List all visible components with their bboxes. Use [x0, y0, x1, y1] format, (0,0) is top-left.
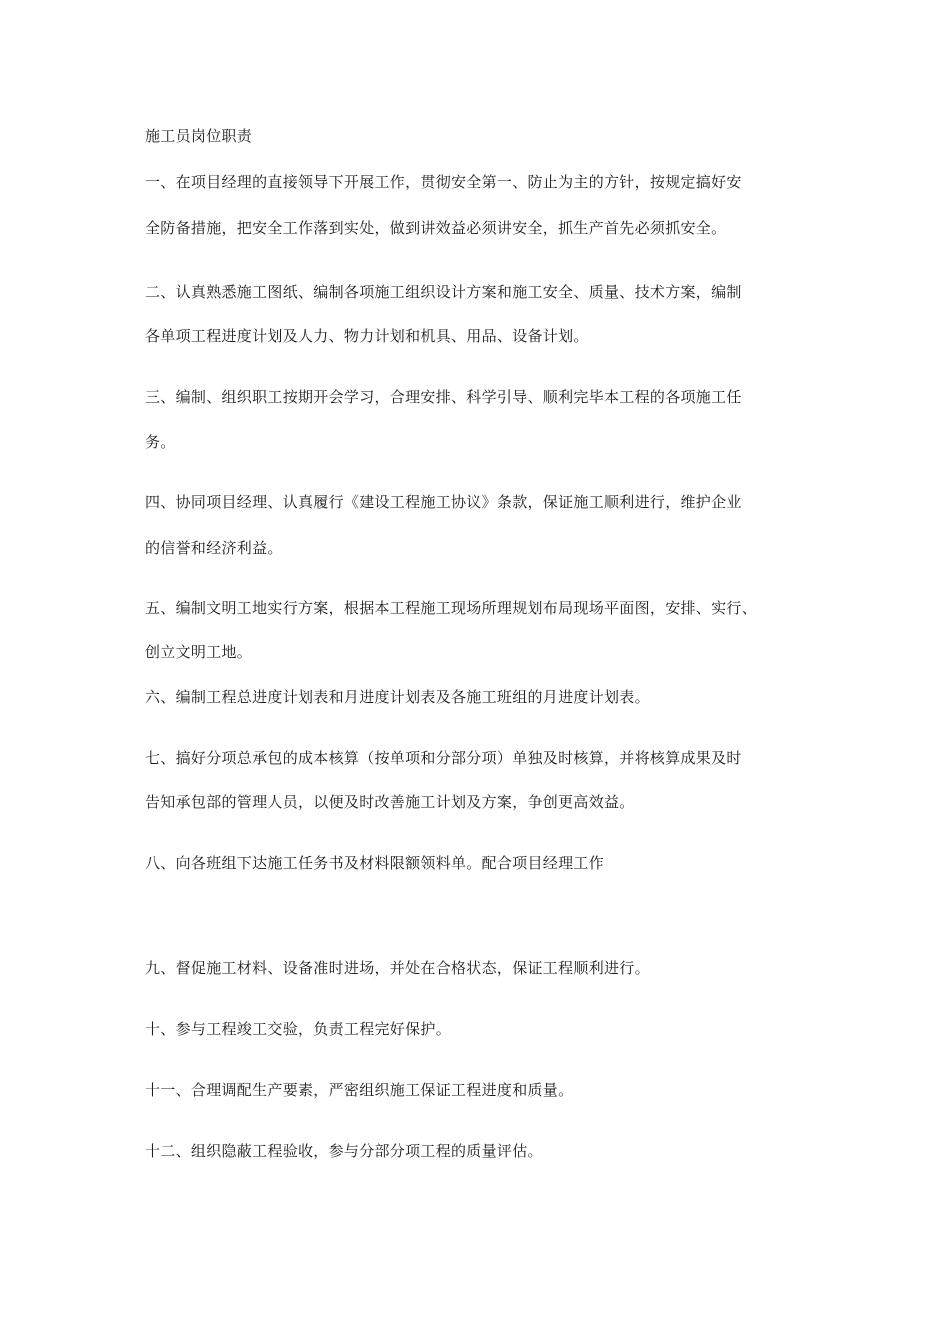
- document-title: 施工员岗位职责: [145, 127, 253, 145]
- text-line: 的信誉和经济利益。: [145, 539, 283, 557]
- text-line: 各单项工程进度计划及人力、物力计划和机具、用品、设备计划。: [145, 327, 589, 345]
- text-line: 二、认真熟悉施工图纸、编制各项施工组织设计方案和施工安全、质量、技术方案，编制: [145, 283, 742, 301]
- text-line: 七、搞好分项总承包的成本核算（按单项和分部分项）单独及时核算，并将核算成果及时: [145, 749, 742, 767]
- text-line: 务。: [145, 433, 176, 451]
- text-line: 八、向各班组下达施工任务书及材料限额领料单。配合项目经理工作: [145, 854, 605, 872]
- text-line: 十、参与工程竣工交验，负责工程完好保护。: [145, 1020, 452, 1038]
- text-line: 十一、合理调配生产要素，严密组织施工保证工程进度和质量。: [145, 1081, 574, 1099]
- text-line: 九、督促施工材料、设备准时进场，并处在合格状态，保证工程顺利进行。: [145, 959, 650, 977]
- text-line: 创立文明工地。: [145, 643, 253, 661]
- text-line: 十二、组织隐蔽工程验收，参与分部分项工程的质量评估。: [145, 1142, 543, 1160]
- text-line: 三、编制、组织职工按期开会学习，合理安排、科学引导、顺利完毕本工程的各项施工任: [145, 388, 742, 406]
- text-line: 全防备措施，把安全工作落到实处，做到讲效益必须讲安全，抓生产首先必须抓安全。: [145, 219, 727, 237]
- text-line: 六、编制工程总进度计划表和月进度计划表及各施工班组的月进度计划表。: [145, 688, 650, 706]
- text-line: 五、编制文明工地实行方案，根据本工程施工现场所理规划布局现场平面图，安排、实行、: [145, 599, 758, 617]
- text-line: 四、协同项目经理、认真履行《建设工程施工协议》条款，保证施工顺利进行，维护企业: [145, 493, 742, 511]
- text-line: 告知承包部的管理人员，以便及时改善施工计划及方案，争创更高效益。: [145, 793, 635, 811]
- text-line: 一、在项目经理的直接领导下开展工作，贯彻安全第一、防止为主的方针，按规定搞好安: [145, 173, 742, 191]
